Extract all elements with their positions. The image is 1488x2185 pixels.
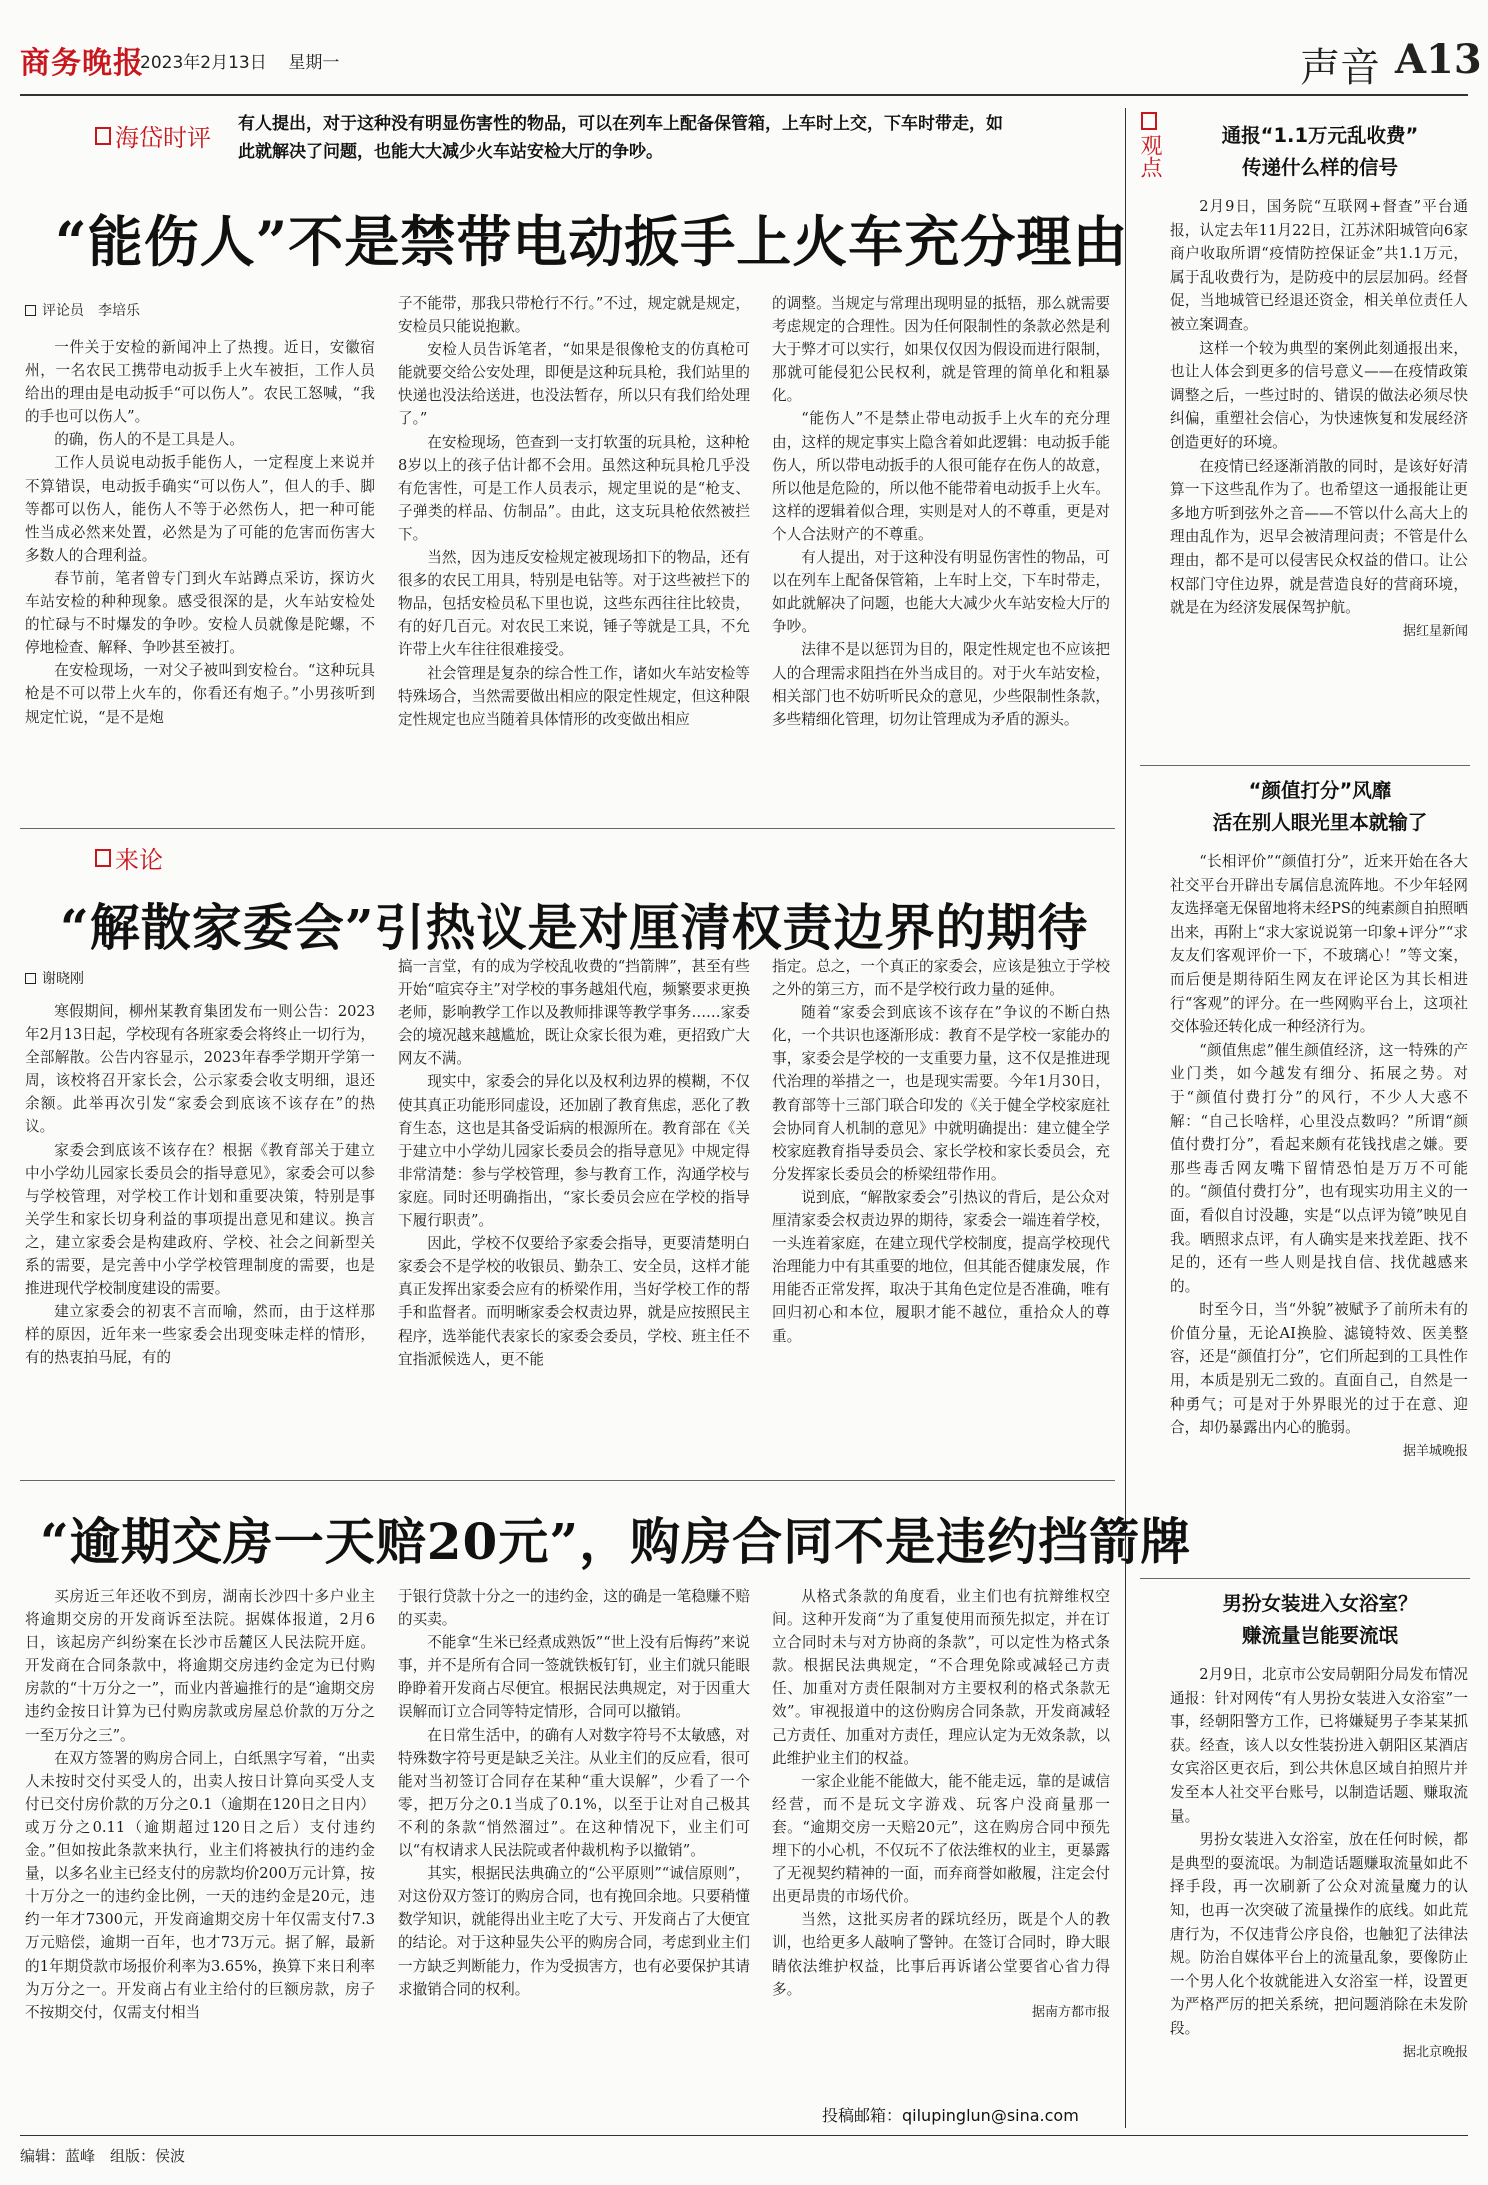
paragraph: 说到底，“解散家委会”引热议的背后，是公众对厘清家委会权责边界的期待，家委会一端连着学校，一头连着家庭，在建立现代学校制度，提高学校现代治理能力中有其重要的地位，但其能否健康发展，作用能否正常发挥，取决于其角色定位是否准确，唯有回归初心和本位，履职才能不越位，重拾众人的尊重。 [772,1188,1110,1345]
paragraph: 随着“家委会到底该不该存在”争议的不断白热化，一个共识也逐渐形成：教育不是学校一家能办的事，家委会是学校的一支重要力量，这不仅是推进现代治理的举措之一，也是现实需要。今年1月30日，教育部等十三部门联合印发的《关于健全学校家庭社会协同育人机制的意见》中就明确提出：建立健全学校家庭教育指导委员会、家长学校和家长委员会，充分发挥家长委员会的桥梁纽带作用。 [772,1004,1110,1183]
page-number: A13 [1395,36,1482,83]
date-text: 2023年2月13日 [140,53,267,73]
newspaper-logo: 商务晚报 [20,46,144,81]
pull-quote: 有人提出，对于这种没有明显伤害性的物品，可以在列车上配备保管箱，上车时上交，下车时带走，如此就解决了问题，也能大大减少火车站安检大厅的争吵。 [238,114,1003,162]
paragraph: 不能拿“生米已经煮成熟饭”“世上没有后悔药”来说事，并不是所有合同一签就铁板钉钉，业主们就只能眼睁睁着开发商占尽便宜。根据民法典规定，对于因重大误解而订立合同等特定情形，合同可以撤销。 [398,1634,750,1721]
sidebar-item-1 [1170,120,1470,184]
paragraph: 从格式条款的角度看，业主们也有抗辩维权空间。这种开发商“为了重复使用而预先拟定，并在订立合同时未与对方协商的条款”，可以定性为格式条款。根据民法典规定，“不合理免除或减轻己方责任、加重对方责任限制对方主要权利的格式条款无效”。审视报道中的这份购房合同条款，开发商减轻己方责任、加重对方责任，理应认定为无效条款，以此维护业主们的权益。 [772,1588,1110,1767]
tag-haidai-comment [95,118,211,153]
byline-article-1 [25,300,140,320]
byline-text: 谢晓刚 [42,971,84,987]
section-rule [20,828,1115,829]
tag-box-icon [95,849,111,867]
headline-article-2: “解散家委会”引热议是对厘清权责边界的期待 [60,898,1089,957]
sidebar-title-line-1: 男扮女装进入女浴室？ [1222,1592,1418,1615]
article-3-column-3 [772,1585,1110,2085]
paragraph: 因此，学校不仅要给予家委会指导，更要清楚明白家委会不是学校的收银员、勤杂工、安全员，这样才能真正发挥出家委会应有的桥梁作用，当好学校工作的帮手和监督者。而明晰家委会权责边界，就是应按照民主程序，选举能代表家长的家委会委员，学校、班主任不宜指派候选人，更不能 [398,1235,750,1368]
paragraph: 这样一个较为典型的案例此刻通报出来，也让人体会到更多的信号意义——在疫情政策调整之后，一些过时的、错误的做法必须尽快纠偏，重塑社会信心，为快速恢复和发展经济创造更好的环境。 [1170,339,1468,451]
paragraph: 工作人员说电动扳手能伤人，一定程度上来说并不算错误，电动扳手确实“可以伤人”，但人的手、脚等都可以伤人，能伤人不等于必然伤人，把一种可能性当成必然来处置，必然是为了可能的危害而伤害大多数人的合理利益。 [25,454,375,564]
article-3-column-2 [398,1585,750,2125]
article-2-column-1 [25,1000,375,1470]
byline-article-2 [25,968,84,988]
byline-text: 评论员 李培乐 [42,303,140,319]
paragraph: 当然，因为违反安检规定被现场扣下的物品，还有很多的农民工用具，特别是电钻等。对于这些被拦下的物品，包括安检员私下里也说，这些东西往往比较贵，有的好几百元。对农民工来说，锤子等就是工具，不允许带上火车往往很难接受。 [398,549,750,659]
sidebar-item-2 [1170,775,1470,839]
article-3-column-1 [25,1585,375,2125]
tag-box-icon [95,127,111,145]
source-credit: 据羊城晚报 [1402,1443,1468,1459]
sidebar-3-body [1170,1663,1468,2123]
source-credit: 据北京晚报 [1402,2044,1468,2060]
tag-label-vertical: 观点 [1137,134,1162,178]
paragraph: 有人提出，对于这种没有明显伤害性的物品，可以在列车上配备保管箱，上车时上交，下车时带走，如此就解决了问题，也能大大减少火车站安检大厅的争吵。 [772,549,1110,636]
sidebar-title-line-1: “颜值打分”风靡 [1248,779,1392,802]
article-2-column-3 [772,955,1110,1470]
tag-label: 海岱时评 [115,124,211,152]
tag-label: 来论 [115,846,163,874]
paragraph: 寒假期间，柳州某教育集团发布一则公告：2023年2月13日起，学校现有各班家委会将终止一切行为，全部解散。公告内容显示，2023年春季学期开学第一周，该校将召开家长会，公示家委会收支明细，退还余额。此举再次引发“家委会到底该不该存在”的热议。 [25,1003,375,1136]
paragraph: “颜值焦虑”催生颜值经济，这一特殊的产业门类，如今越发有细分、拓展之势。对于“颜值付费打分”的风行，不少人大惑不解：“自己长啥样，心里没点数吗？”所谓“颜值付费打分”，看起来颇有花钱找虐之嫌。要那些毒舌网友嘴下留情恐怕是万万不可能的。“颜值付费打分”，也有现实功用主义的一面，看似自讨没趣，实是“以点评为镜”映见自我。晒照求点评，有人确实是来找差距、找不足的，还有一些人则是找自信、找优越感来的。 [1170,1041,1468,1295]
paragraph: 家委会到底该不该存在？根据《教育部关于建立中小学幼儿园家长委员会的指导意见》，家委会可以参与学校管理，对学校工作计划和重要决策，特别是事关学生和家长切身利益的事项提出意见和建议。换言之，建立家委会是构建政府、学校、社会之间新型关系的需要，是完善中小学学校管理制度的需要，也是推进现代学校制度建设的需要。 [25,1141,375,1298]
paragraph: 时至今日，当“外貌”被赋予了前所未有的价值分量，无论AI换脸、滤镜特效、医美整容，还是“颜值打分”，它们所起到的工具性作用，本质是别无二致的。直面自己，自然是一种勇气；可是对于外界眼光的过于在意、迎合，却仍暴露出内心的脆弱。 [1170,1301,1468,1437]
source-credit: 据南方都市报 [1031,2004,1110,2020]
byline-box-icon [25,973,36,984]
sidebar-item-3 [1170,1588,1470,1652]
paragraph: 其实，根据民法典确立的“公平原则”“诚信原则”，对这份双方签订的购房合同，也有挽回余地。只要稍懂数学知识，就能得出业主吃了大亏、开发商占了大便宜的结论。对于这种显失公平的购房合同，考虑到业主们一方缺乏判断能力，作为受损害方，也有必要保护其请求撤销合同的权利。 [398,1865,750,1998]
paragraph: 在双方签署的购房合同上，白纸黑字写着，“出卖人未按时交付买受人的，出卖人按日计算向买受人支付已交付房价款的万分之0.1（逾期在120日之日内）或万分之0.11（逾期超过120日之后）支付违约金。”但如按此条款来执行，业主们将被执行的违约金量，以多名业主已经支付的房款均价200万元计算，按十万分之一的违约金比例，一天的违约金是20元，违约一年才7300元，开发商逾期交房十年仅需支付7.3万元赔偿，逾期一百年，也才73万元。据了解，最新的1年期贷款市场报价利率为3.65%，换算下来日利率为万分之一。开发商占有业主给付的巨额房款，房子不按期交付，仅需支付相当 [25,1749,375,2021]
paragraph: 在安检现场，一对父子被叫到安检台。“这种玩具枪是不可以带上火车的，你看还有炮子。”小男孩听到规定忙说，“是不是炮 [25,662,375,726]
paragraph: 春节前，笔者曾专门到火车站蹲点采访，探访火车站安检的种种现象。感受很深的是，火车站安检处的忙碌与不时爆发的争吵。安检人员就像是陀螺，不停地检查、解释、争吵甚至被打。 [25,569,375,657]
tag-lailun [95,840,163,875]
paragraph: 男扮女装进入女浴室，放在任何时候，都是典型的耍流氓。为制造话题赚取流量如此不择手段，再一次刷新了公众对流量魔力的认知，也再一次突破了流量操作的底线。如此荒唐行为，不仅违背公序良俗，也触犯了法律法规。防治自媒体平台上的流量乱象，要像防止一个男人化个妆就能进入女浴室一样，设置更为严格严厉的把关系统，把问题消除在未发阶段。 [1170,1831,1468,2037]
paragraph: 的调整。当规定与常理出现明显的抵牾，那么就需要考虑规定的合理性。因为任何限制性的条款必然是利大于弊才可以实行，如果仅仅因为假设而进行限制，那就可能侵犯公民权利，就是管理的简单化和粗暴化。 [772,295,1110,405]
article-1-column-2 [398,292,750,822]
article-2-column-2 [398,955,750,1470]
weekday-text: 星期一 [288,53,340,73]
issue-date [140,48,339,73]
footer-rule [20,2135,1468,2136]
column-divider [1125,108,1126,2128]
article-1-column-1 [25,336,375,816]
paragraph: 现实中，家委会的异化以及权利边界的模糊，不仅使其真正功能形同虚设，还加剧了教育焦虑，恶化了教育生态，这也是其备受诟病的根源所在。教育部在《关于建立中小学幼儿园家长委员会的指导意见》中规定得非常清楚：参与学校管理，参与教育工作，沟通学校与家庭。同时还明确指出，“家长委员会应在学校的指导下履行职责”。 [398,1073,750,1230]
sidebar-title-line-1: 通报“1.1万元乱收费” [1221,124,1419,147]
editor-credit: 编辑：蓝峰 组版：侯波 [20,2147,186,2165]
source-credit: 据红星新闻 [1402,623,1468,639]
sidebar-2-body [1170,850,1468,1570]
paragraph: 买房近三年还收不到房，湖南长沙四十多户业主将逾期交房的开发商诉至法院。据媒体报道，2月6日，该起房产纠纷案在长沙市岳麓区人民法院开庭。开发商在合同条款中，将逾期交房违约金定为已付购房款的“十万分之一”，而业内普遍推行的是“逾期交房违约金按日计算为已付购房款或房屋总价款的万分之一至万分之三”。 [25,1588,375,1744]
paragraph: 在安检现场，笆查到一支打软蛋的玩具枪，这种枪8岁以上的孩子估计都不会用。虽然这种玩具枪几乎没有危害性，可是工作人员表示，规定里说的是“枪支、子弹类的样品、仿制品”。由此，这支玩具枪依然被拦下。 [398,433,750,543]
sidebar-rule [1140,1578,1470,1579]
article-1-column-3 [772,292,1110,822]
paragraph: 在日常生活中，的确有人对数字符号不太敏感，对特殊数字符号更是缺乏关注。从业主们的反应看，很可能对当初签订合同存在某种“重大误解”，少看了一个零，把万分之0.1当成了0.1%，以至于让对自己极其不利的条款“悄然溜过”。在这种情况下，业主们可以“有权请求人民法院或者仲裁机构予以撤销”。 [398,1726,750,1860]
sidebar-title-line-2: 传递什么样的信号 [1241,156,1398,179]
section-rule [20,1480,1115,1481]
submission-email: 投稿邮箱：qilupinglun@sina.com [822,2106,1079,2125]
paragraph: 社会管理是复杂的综合性工作，诸如火车站安检等特殊场合，当然需要做出相应的限定性规定，但这种限定性规定也应当随着具体情形的改变做出相应 [398,664,750,728]
paragraph: 一家企业能不能做大，能不能走远，靠的是诚信经营，而不是玩文字游戏、玩客户没商量那一套。“逾期交房一天赔20元”，这在购房合同中预先埋下的小心机，不仅玩不了依法维权的业主，更暴露了无视契约精神的一面，而弃商誉如敝履，注定会付出更昂贵的市场代价。 [772,1772,1110,1906]
tag-viewpoint [1136,112,1162,185]
sidebar-title-line-2: 活在别人眼光里本就输了 [1212,811,1428,834]
sidebar-title-line-2: 赚流量岂能要流氓 [1241,1624,1398,1647]
byline-box-icon [25,305,36,316]
section-title: 声音 [1300,45,1380,91]
tag-box-icon [1141,112,1157,130]
paragraph: 一件关于安检的新闻冲上了热搜。近日，安徽宿州，一名农民工携带电动扳手上火车被拒，工作人员给出的理由是电动扳手“可以伤人”。农民工怒喊，“我的手也可以伤人”。 [25,339,375,426]
headline-article-3: “逾期交房一天赔20元”，购房合同不是违约挡箭牌 [40,1512,1192,1571]
paragraph: 在疫情已经逐渐消散的同时，是该好好清算一下这些乱作为了。也希望这一通报能让更多地方听到弦外之音——不管以什么高大上的理由乱作为，迟早会被清理问责；不管是什么理由，都不是可以侵害民众权益的借口。让公权部门守住边界，就是营造良好的营商环境，就是在为经济发展保驾护航。 [1170,457,1468,617]
paragraph: 2月9日，北京市公安局朝阳分局发布情况通报：针对网传“有人男扮女装进入女浴室”一事，经朝阳警方工作，已将嫌疑男子李某某抓获。经查，该人以女性装扮进入朝阳区某酒店女宾浴区更衣后，到公共休息区域自拍照片并发至本人社交平台账号，以制造话题、赚取流量。 [1170,1666,1468,1825]
paragraph: 安检人员告诉笔者，“如果是很像枪支的仿真枪可能就要交给公安处理，即便是这种玩具枪，我们站里的快递也没法给送进，也没法暂存，所以只有我们给处理了。” [398,341,750,428]
paragraph: 当然，这批买房者的踩坑经历，既是个人的教训，也给更多人敲响了警钟。在签订合同时，睁大眼睛依法维护权益，比事后再诉诸公堂要省心省力得多。 [772,1911,1110,1998]
masthead-rule [20,94,1468,96]
paragraph: 建立家委会的初衷不言而喻，然而，由于这样那样的原因，近年来一些家委会出现变味走样的情形，有的热衷拍马屁，有的 [25,1303,375,1367]
paragraph: 指定。总之，一个真正的家委会，应该是独立于学校之外的第三方，而不是学校行政力量的延伸。 [772,958,1110,999]
paragraph: 子不能带，那我只带枪行不行。”不过，规定就是规定，安检员只能说抱歉。 [398,295,750,336]
sidebar-1-body [1170,195,1468,755]
paragraph: 的确，伤人的不是工具是人。 [54,431,244,449]
paragraph: “能伤人”不是禁止带电动扳手上火车的充分理由，这样的规定事实上隐含着如此逻辑：电动扳手能伤人，所以带电动扳手的人很可能存在伤人的故意，所以他是危险的，所以他不能带着电动扳手上火车。这样的逻辑着似合理，实则是对人的不尊重，更是对个人合法财产的不尊重。 [772,410,1110,543]
paragraph: 2月9日，国务院“互联网+督查”平台通报，认定去年11月22日，江苏沭阳城管向6家商户收取所谓“疫情防控保证金”共1.1万元，属于乱收费行为，是防疫中的层层加码。经督促，当地城管已经退还资金，相关单位责任人被立案调查。 [1170,198,1468,333]
sidebar-rule [1140,765,1470,766]
paragraph: 搞一言堂，有的成为学校乱收费的“挡箭牌”，甚至有些开始“喧宾夺主”对学校的事务越俎代庖，频繁要求更换老师，影响教学工作以及教师排课等教学事务……家委会的境况越来越尴尬，既让众家长很为难，更招致广大网友不满。 [398,958,750,1068]
paragraph: 法律不是以惩罚为目的，限定性规定也不应该把人的合理需求阻挡在外当成目的。对于火车站安检，相关部门也不妨听听民众的意见，少些限制性条款，多些精细化管理，切勿让管理成为矛盾的源头。 [772,641,1110,728]
paragraph: “长相评价”“颜值打分”，近来开始在各大社交平台开辟出专属信息流阵地。不少年轻网友选择毫无保留地将未经PS的纯素颜自拍照晒出来，再附上“求大家说说第一印象+评分”“求友友们客观评价一下，不玻璃心！”等文案，而后便是期待陌生网友在评论区为其长相进行“客观”的评分。在一些网购平台上，这项社交体验还转化成一种经济行为。 [1170,853,1468,1036]
headline-article-1: “能伤人”不是禁带电动扳手上火车充分理由 [55,209,1129,274]
paragraph: 于银行贷款十分之一的违约金，这的确是一笔稳赚不赔的买卖。 [398,1588,750,1629]
